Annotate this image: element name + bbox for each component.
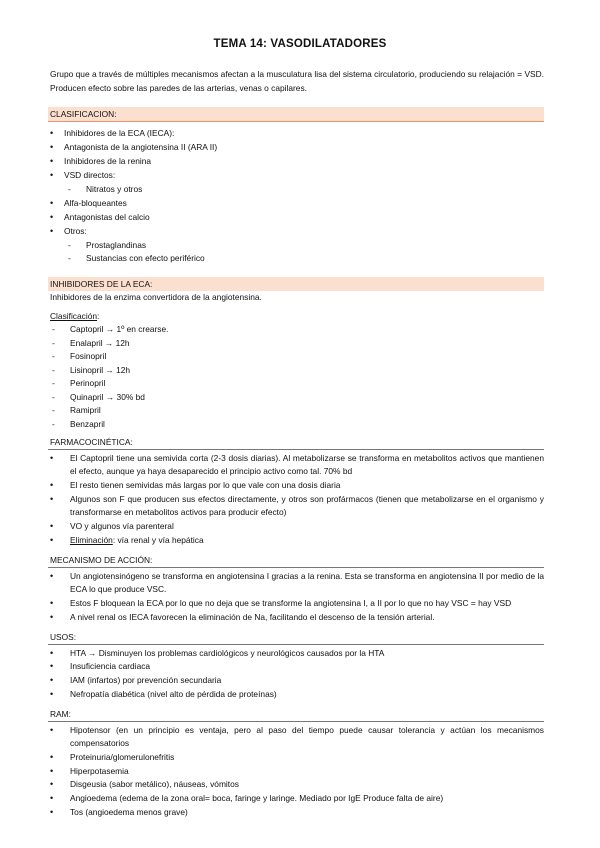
section-title-mecanismo: MECANISMO DE ACCIÓN:	[50, 555, 153, 565]
bullet-icon: •	[50, 725, 54, 735]
bullet-icon: •	[50, 142, 54, 152]
dash-icon: -	[52, 419, 55, 429]
bullet-icon: •	[50, 226, 54, 236]
dash-icon: -	[52, 365, 55, 375]
bullet-icon: •	[50, 807, 54, 817]
list-item: Angioedema (edema de la zona oral= boca, faringe y laringe. Mediado por IgE Produce falta de aire)	[70, 793, 444, 803]
dash-icon: -	[52, 392, 55, 402]
list-item: Benzapril	[70, 419, 105, 429]
dash-icon: -	[68, 240, 71, 250]
list-item: El resto tienen semividas más largas por lo que vale con una dosis diaria	[70, 480, 341, 490]
list-item: HTA → Disminuyen los problemas cardiológicos y neurológicos causados por la HTA	[70, 648, 385, 658]
bullet-icon: •	[50, 212, 54, 222]
list-item: IAM (infartos) por prevención secundaria	[70, 675, 222, 685]
bullet-icon: •	[50, 612, 54, 622]
list-item: VSD directos:	[64, 170, 116, 180]
list-item: Hiperpotasemia	[70, 766, 129, 776]
page-title: TEMA 14: VASODILATADORES	[213, 38, 387, 50]
list-item: Antagonista de la angiotensina II (ARA II)	[64, 142, 218, 152]
intro-paragraph: Grupo que a través de múltiples mecanismos afectan a la musculatura lisa del sistema circulatorio, produciendo su relajación = VSD. Producen efecto sobre las paredes de las arterias, venas o capilares.	[50, 69, 544, 93]
bullet-icon: •	[50, 661, 54, 671]
section-header-clasificacion	[48, 107, 544, 122]
list-item: Enalapril → 12h	[70, 338, 130, 348]
list-item: Tos (angioedema menos grave)	[70, 807, 188, 817]
bullet-icon: •	[50, 198, 54, 208]
section-header-ieca	[48, 277, 544, 291]
section-title-ieca: INHIBIDORES DE LA ECA:	[50, 279, 153, 289]
list-item: Inhibidores de la renina	[64, 156, 152, 166]
section-title-farmacocinetica: FARMACOCINÉTICA:	[50, 437, 133, 447]
sub-list-item: Nitratos y otros	[86, 184, 143, 194]
list-item: Fosinopril	[70, 351, 107, 361]
list-item: A nivel renal os IECA favorecen la eliminación de Na, facilitando el descenso de la tensión arterial.	[70, 612, 435, 622]
section-title-clasificacion: CLASIFICACION:	[50, 109, 117, 119]
dash-icon: -	[68, 253, 71, 263]
list-item: Ramipril	[70, 405, 101, 415]
dash-icon: -	[68, 184, 71, 194]
list-item: Hipotensor (en un principio es ventaja, pero al paso del tiempo puede causar tolerancia y actúan los mecanismos compensatorios	[70, 725, 544, 748]
bullet-icon: •	[50, 689, 54, 699]
bullet-icon: •	[50, 453, 54, 463]
bullet-icon: •	[50, 598, 54, 608]
bullet-icon: •	[50, 170, 54, 180]
list-item: Lisinopril → 12h	[70, 365, 131, 375]
dash-icon: -	[52, 351, 55, 361]
bullet-icon: •	[50, 535, 54, 545]
bullet-icon: •	[50, 648, 54, 658]
section-title-ram: RAM:	[50, 709, 71, 719]
sub-list-item: Prostaglandinas	[86, 240, 147, 250]
bullet-icon: •	[50, 793, 54, 803]
list-item: Insuficiencia cardiaca	[70, 661, 151, 671]
list-item: Proteinuria/glomerulonefritis	[70, 752, 175, 762]
list-item: VO y algunos vía parenteral	[70, 521, 174, 531]
list-item: Perinopril	[70, 378, 106, 388]
bullet-icon: •	[50, 521, 54, 531]
section-divider	[48, 567, 544, 568]
clasificacion-label: Clasificación:	[50, 311, 100, 321]
bullet-icon: •	[50, 779, 54, 789]
list-item-eliminacion: Eliminación: vía renal y vía hepática	[70, 535, 204, 545]
dash-icon: -	[52, 378, 55, 388]
section-title-usos: USOS:	[50, 632, 77, 642]
bullet-icon: •	[50, 494, 54, 504]
list-item: Disgeusia (sabor metálico), náuseas, vómitos	[70, 779, 239, 789]
list-item: El Captopril tiene una semivida corta (2-3 dosis diarias). Al metabolizarse se transforma en metabolitos activos que mantienen el efecto, aunque ya haya desaparecido el principio activo como tal. 70% bd	[70, 453, 544, 476]
list-item: Algunos son F que producen sus efectos directamente, y otros son profármacos (tienen que metabolizarse en el organismo y transformarse en metabolitos activos para producir efecto)	[70, 494, 544, 517]
list-item: Quinapril → 30% bd	[70, 392, 145, 402]
bullet-icon: •	[50, 675, 54, 685]
list-item: Estos F bloquean la ECA por lo que no deja que se transforme la angiotensina I, a II por lo que no hay VSC = hay VSD	[70, 598, 512, 608]
bullet-icon: •	[50, 128, 54, 138]
section-divider	[48, 644, 544, 645]
list-item: Un angiotensinógeno se transforma en angiotensina I gracias a la renina. Esta se transforma en angiotensina II por medio de la ECA lo que produce VSC.	[70, 571, 544, 594]
list-item: Antagonistas del calcio	[64, 212, 150, 222]
list-item: Nefropatía diabética (nivel alto de pérdida de proteínas)	[70, 689, 277, 699]
section-divider	[48, 449, 544, 450]
bullet-icon: •	[50, 766, 54, 776]
dash-icon: -	[52, 338, 55, 348]
list-item: Inhibidores de la ECA (IECA):	[64, 128, 175, 138]
list-item: Otros:	[64, 226, 87, 236]
list-item: Captopril → 1º en crearse.	[70, 324, 169, 334]
dash-icon: -	[52, 405, 55, 415]
bullet-icon: •	[50, 156, 54, 166]
list-item: Alfa-bloqueantes	[64, 198, 127, 208]
bullet-icon: •	[50, 752, 54, 762]
sub-list-item: Sustancias con efecto periférico	[86, 253, 205, 263]
bullet-icon: •	[50, 571, 54, 581]
bullet-icon: •	[50, 480, 54, 490]
ieca-subtitle: Inhibidores de la enzima convertidora de la angiotensina.	[50, 292, 262, 302]
dash-icon: -	[52, 324, 55, 334]
section-divider	[48, 721, 544, 722]
